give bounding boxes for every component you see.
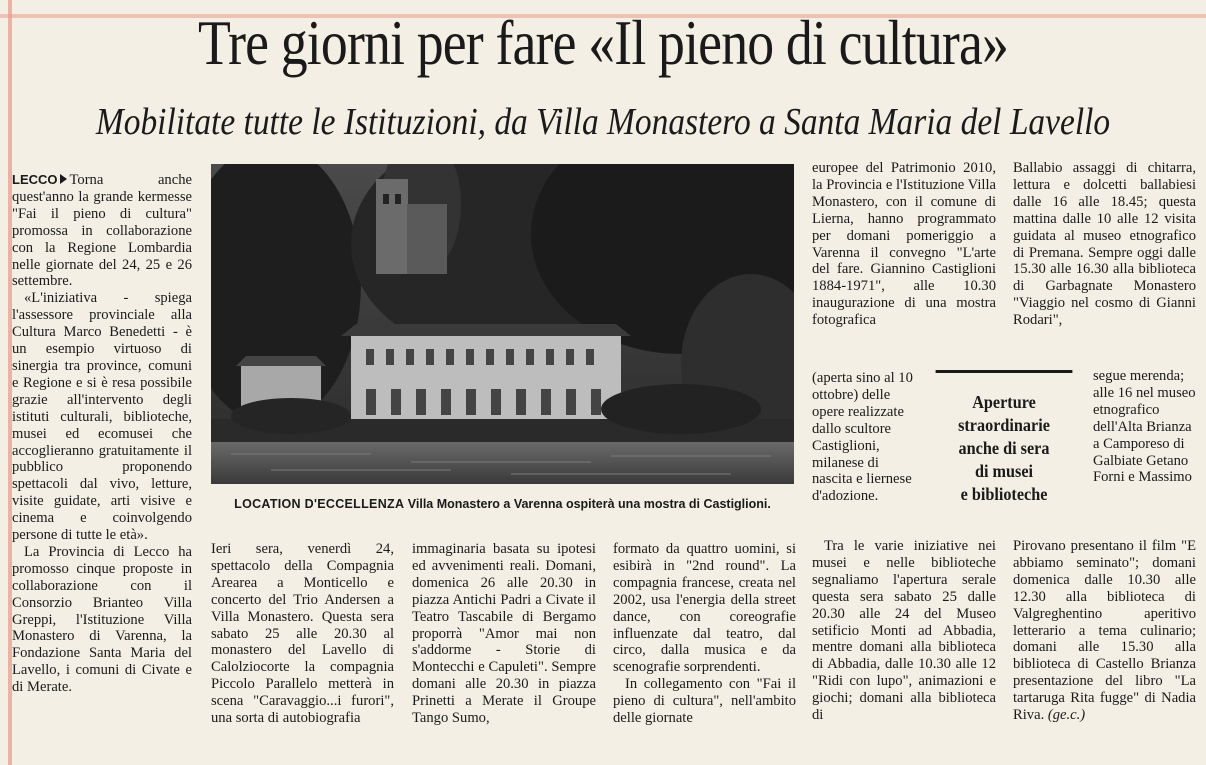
paragraph (12, 172, 192, 290)
sidebar-box (936, 370, 1073, 523)
box-title-line: di musei (974, 461, 1034, 481)
caption-lead: LOCATION D'ECCELLENZA (234, 497, 405, 511)
paragraph: In collegamento con "Fai il pieno di cultura", nell'ambito delle giornate (613, 676, 796, 727)
photo-caption (211, 497, 794, 519)
column-3 (412, 541, 596, 763)
paragraph (1013, 538, 1196, 724)
paragraph: formato da quattro uomini, si esibirà in "2nd round". La compagnia francese, creata nel 2002, usa l'energia della street dance, con coreografie influenzate dal teatro, dal circo, dalla musica e da scenografie sorprendenti. (613, 541, 796, 676)
paragraph: La Provincia di Lecco ha promosso cinque proposte in collaborazione con il Consorzio Brianteo Villa Greppi, l'Istituzione Villa Monastero di Varenna, la Fondazione Santa Maria del Lavello, i comuni di Civate e di Merate. (12, 543, 192, 696)
paragraph-text: Pirovano presentano il film "E abbiamo seminato"; domani domenica dalle 10.30 alle 12.30 alla biblioteca di Valgreghentino aperitivo letterario a tema culinario; domani alle 15.30 alla biblioteca di Castello Brianza presentazione del libro "La tartaruga Rita fugge" di Nadia Riva. (1013, 538, 1196, 724)
paragraph: Ballabio assaggi di chitarra, lettura e dolcetti ballabiesi dalle 16 alle 18.45; questa mattina dalle 10 alle 12 visita guidata al museo etnografico di Premana. Sempre oggi dalle 15.30 alle 16.30 alla biblioteca di Garbagnate Monastero "Viaggio nel cosmo di Gianni Rodari", (1013, 160, 1196, 329)
box-title-line: Aperture (972, 392, 1036, 412)
column-1 (12, 172, 192, 762)
paragraph: europee del Patrimonio 2010, la Provincia e l'Istituzione Villa Monastero, con il comune di Lierna, hanno programmato per domani pomeriggio a Varenna il convegno "L'arte del fare. Giannino Castiglioni 1884-1971", alle 10.30 inaugurazione di una mostra fotografica (812, 160, 996, 329)
column-6-narrow (1093, 368, 1196, 538)
box-title-line: anche di sera (958, 438, 1050, 458)
paragraph: immaginaria basata su ipotesi ed avvenimenti reali. Domani, domenica 26 alle 20.30 in piazza Antichi Padri a Civate il Teatro Tascabile di Bergamo proporrà "Amor mai non s'addorme - Storie di Montecchi e Capuleti". Sempre domani alle 20.30 in piazza Prinetti a Merate il Groupe Tango Sumo, (412, 541, 596, 727)
paragraph: (aperta sino al 10 ottobre) delle opere realizzate dallo scultore Castiglioni, milanese di nascita e liernese d'adozione. (812, 370, 913, 505)
column-4 (613, 541, 796, 763)
headline: Tre giorni per fare «Il pieno di cultura» (197, 7, 1009, 78)
subheadline: Mobilitate tutte le Istituzioni, da Villa Monastero a Santa Maria del Lavello (95, 101, 1111, 143)
paragraph: Tra le varie iniziative nei musei e nelle biblioteche segnaliamo l'apertura serale questa sera sabato 25 dalle 20.30 alle 24 del Museo setificio Monti ad Abbadia, mentre domani alla biblioteca di Abbadia, dalle 10.30 alle 12 "Ridi con lupo", animazioni e giochi; domani alla biblioteca di (812, 538, 996, 724)
paragraph-text: Torna anche quest'anno la grande kermesse "Fai il pieno di cultura" promossa in collaborazione con la Regione Lombardia nelle giornate del 24, 25 e 26 settembre. (12, 172, 192, 290)
column-6-bottom (1013, 538, 1196, 762)
column-5-narrow (812, 370, 916, 538)
column-5-bottom (812, 538, 996, 762)
dateline: LECCO (12, 172, 58, 187)
column-6-top (1013, 160, 1196, 368)
box-title-line: straordinarie (958, 415, 1050, 435)
paragraph: «L'iniziativa - spiega l'assessore provinciale alla Cultura Marco Benedetti - è un esempio virtuoso di sinergia tra province, comuni e Regione e si è resa possibile grazie all'intervento degli istituti culturali, biblioteche, musei ed ecomusei che accoglieranno gratuitamente il pubblico proponendo spettacoli dal vivo, letture, visite guidate, arti visive e cinema e coinvolgendo persone di tutte le età». (12, 290, 192, 544)
paragraph: segue merenda; alle 16 nel museo etnografico dell'Alta Brianza a Camporeso di Galbiate Getano Forni e Massimo (1093, 368, 1196, 486)
caption-text: Villa Monastero a Varenna ospiterà una mostra di Castiglioni. (407, 497, 771, 511)
box-title-line: e biblioteche (960, 484, 1048, 504)
column-5-top (812, 160, 996, 360)
villa-monastero-photo (211, 164, 794, 484)
paragraph: Ieri sera, venerdì 24, spettacolo della Compagnia Arearea a Monticello e concerto del Trio Andersen a Villa Monastero. Questa sera sabato 25 alle 20.30 al monastero del Lavello di Calolziocorte la compagnia Piccolo Parallelo metterà in scena "Caravaggio...i furori", una sorta di autobiografia (211, 541, 394, 727)
arrow-icon (60, 174, 67, 184)
author-signature: (ge.c.) (1047, 707, 1086, 724)
column-2 (211, 541, 394, 763)
